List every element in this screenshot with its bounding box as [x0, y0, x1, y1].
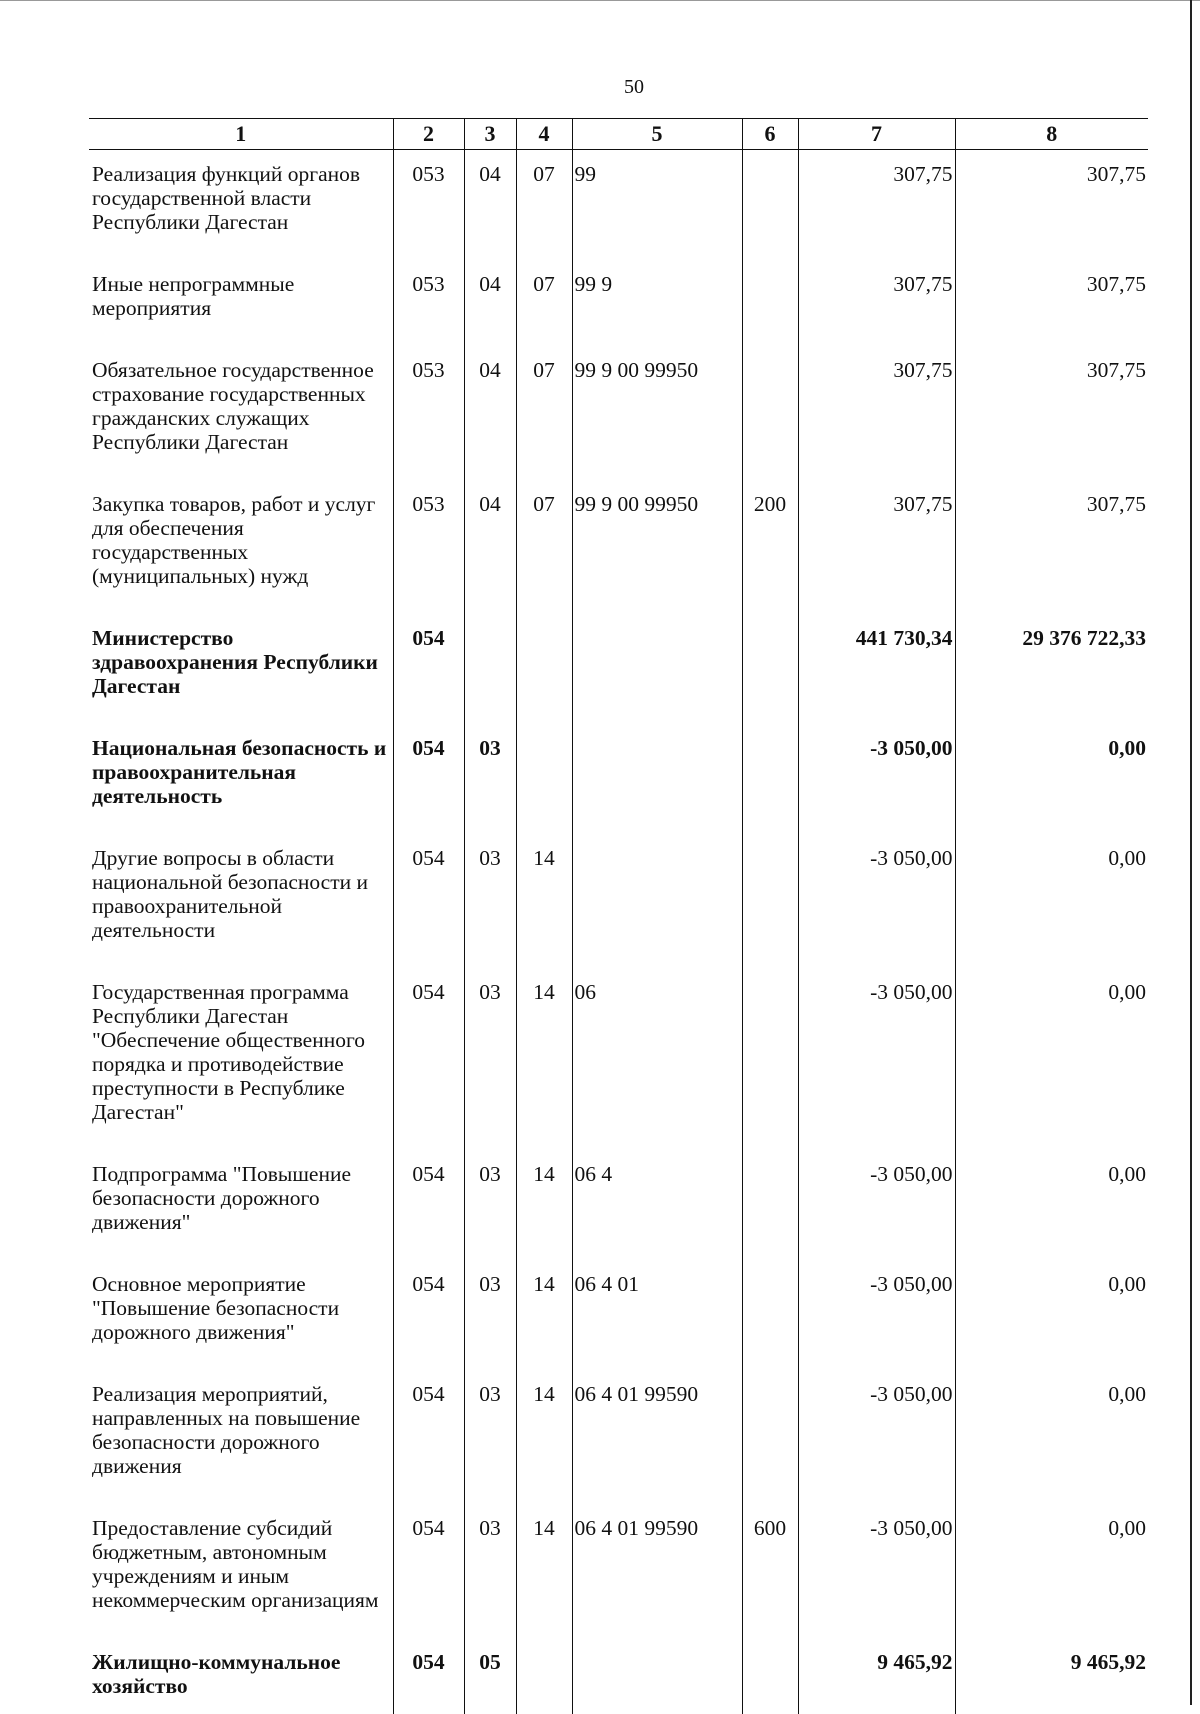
table-header-row — [89, 119, 1148, 150]
row-col-2: 054 — [393, 1504, 464, 1638]
row-col-5: 06 4 01 — [572, 1260, 742, 1370]
table-row — [89, 1260, 1148, 1370]
row-col-2: 054 — [393, 724, 464, 834]
row-col-7: -3 050,00 — [798, 1504, 955, 1638]
row-col-3 — [464, 614, 516, 724]
row-col-4: 07 — [516, 480, 572, 614]
row-col-4: 14 — [516, 1260, 572, 1370]
row-col-3: 03 — [464, 724, 516, 834]
row-col-8: 307,75 — [955, 346, 1148, 480]
header-col-8: 8 — [955, 119, 1148, 150]
header-col-1: 1 — [89, 119, 393, 150]
row-col-3: 04 — [464, 346, 516, 480]
row-col-8: 0,00 — [955, 1504, 1148, 1638]
row-col-7: -3 050,00 — [798, 1260, 955, 1370]
row-col-7: 9 465,92 — [798, 1638, 955, 1714]
table-row — [89, 260, 1148, 346]
row-col-5: 99 — [572, 150, 742, 261]
row-col-3: 03 — [464, 1260, 516, 1370]
row-col-3: 03 — [464, 1370, 516, 1504]
row-col-2: 053 — [393, 346, 464, 480]
row-col-6 — [742, 834, 798, 968]
row-col-4 — [516, 1638, 572, 1714]
row-col-7: 307,75 — [798, 480, 955, 614]
row-col-6 — [742, 1150, 798, 1260]
row-col-3: 04 — [464, 480, 516, 614]
row-col-7: -3 050,00 — [798, 1370, 955, 1504]
table-row — [89, 724, 1148, 834]
row-col-4: 07 — [516, 260, 572, 346]
row-col-3: 03 — [464, 834, 516, 968]
scan-right-edge — [1190, 0, 1192, 1705]
row-col-2: 053 — [393, 150, 464, 261]
row-col-3: 03 — [464, 1150, 516, 1260]
row-col-3: 03 — [464, 1504, 516, 1638]
row-col-6 — [742, 260, 798, 346]
row-col-5 — [572, 724, 742, 834]
row-col-4: 07 — [516, 150, 572, 261]
row-col-4: 07 — [516, 346, 572, 480]
row-col-2: 053 — [393, 260, 464, 346]
row-col-6 — [742, 724, 798, 834]
row-col-3: 05 — [464, 1638, 516, 1714]
row-col-6 — [742, 1370, 798, 1504]
row-col-6 — [742, 1260, 798, 1370]
row-col-7: 307,75 — [798, 150, 955, 261]
row-col-8: 0,00 — [955, 1260, 1148, 1370]
row-col-8: 307,75 — [955, 260, 1148, 346]
row-col-6 — [742, 150, 798, 261]
row-col-4: 14 — [516, 834, 572, 968]
row-col-8: 0,00 — [955, 834, 1148, 968]
row-name: Государственная программа Республики Дагестан "Обеспечение общественного порядка и противодействие преступности в Республике Дагестан" — [92, 980, 366, 1124]
row-col-5: 06 4 — [572, 1150, 742, 1260]
row-name: Реализация функций органов государственной власти Республики Дагестан — [92, 162, 361, 234]
row-col-5: 99 9 00 99950 — [572, 480, 742, 614]
row-col-6 — [742, 614, 798, 724]
row-col-5: 06 4 01 99590 — [572, 1370, 742, 1504]
table-row — [89, 1370, 1148, 1504]
row-name: Другие вопросы в области национальной безопасности и правоохранительной деятельности — [92, 846, 369, 942]
row-col-8: 307,75 — [955, 150, 1148, 261]
row-name: Основное мероприятие "Повышение безопасности дорожного движения" — [92, 1272, 340, 1344]
row-name: Жилищно-коммунальное хозяйство — [92, 1650, 341, 1698]
row-col-5: 06 — [572, 968, 742, 1150]
header-col-3: 3 — [464, 119, 516, 150]
row-col-6 — [742, 968, 798, 1150]
row-col-7: -3 050,00 — [798, 834, 955, 968]
row-col-8: 0,00 — [955, 968, 1148, 1150]
row-col-7: -3 050,00 — [798, 968, 955, 1150]
row-name: Закупка товаров, работ и услуг для обеспечения государственных (муниципальных) нужд — [92, 492, 376, 588]
page-number: 50 — [624, 76, 644, 98]
row-col-8: 307,75 — [955, 480, 1148, 614]
row-col-5: 99 9 — [572, 260, 742, 346]
row-col-7: -3 050,00 — [798, 1150, 955, 1260]
row-col-2: 054 — [393, 1638, 464, 1714]
table-row — [89, 1150, 1148, 1260]
row-col-4: 14 — [516, 968, 572, 1150]
row-col-6 — [742, 1638, 798, 1714]
row-col-5: 99 9 00 99950 — [572, 346, 742, 480]
row-col-8: 29 376 722,33 — [955, 614, 1148, 724]
row-col-4: 14 — [516, 1150, 572, 1260]
row-col-7: 441 730,34 — [798, 614, 955, 724]
row-name: Министерство здравоохранения Республики Дагестан — [92, 626, 378, 698]
header-col-5: 5 — [572, 119, 742, 150]
row-col-4 — [516, 724, 572, 834]
row-name: Предоставление субсидий бюджетным, автономным учреждениям и иным некоммерческим организациям — [92, 1516, 379, 1612]
header-col-4: 4 — [516, 119, 572, 150]
table-row — [89, 968, 1148, 1150]
row-name: Иные непрограммные мероприятия — [92, 272, 295, 320]
budget-table — [89, 118, 1148, 1714]
row-col-3: 03 — [464, 968, 516, 1150]
row-col-2: 054 — [393, 968, 464, 1150]
row-col-5: 06 4 01 99590 — [572, 1504, 742, 1638]
header-col-7: 7 — [798, 119, 955, 150]
row-col-8: 0,00 — [955, 724, 1148, 834]
row-name: Подпрограмма "Повышение безопасности дорожного движения" — [92, 1162, 351, 1234]
row-col-6: 600 — [742, 1504, 798, 1638]
row-col-5 — [572, 834, 742, 968]
header-col-2: 2 — [393, 119, 464, 150]
row-col-2: 054 — [393, 1150, 464, 1260]
row-col-2: 053 — [393, 480, 464, 614]
row-name: Обязательное государственное страхование государственных гражданских служащих Республики Дагестан — [92, 358, 374, 454]
row-col-4: 14 — [516, 1370, 572, 1504]
row-col-4 — [516, 614, 572, 724]
row-col-2: 054 — [393, 1260, 464, 1370]
table-row — [89, 480, 1148, 614]
row-col-5 — [572, 614, 742, 724]
table-row — [89, 346, 1148, 480]
scan-top-edge — [0, 0, 1200, 1]
row-name: Реализация мероприятий, направленных на повышение безопасности дорожного движения — [92, 1382, 361, 1478]
header-col-6: 6 — [742, 119, 798, 150]
row-col-2: 054 — [393, 834, 464, 968]
table-row — [89, 614, 1148, 724]
row-col-7: 307,75 — [798, 260, 955, 346]
row-col-8: 0,00 — [955, 1150, 1148, 1260]
row-col-2: 054 — [393, 1370, 464, 1504]
row-col-8: 9 465,92 — [955, 1638, 1148, 1714]
row-col-4: 14 — [516, 1504, 572, 1638]
row-col-8: 0,00 — [955, 1370, 1148, 1504]
row-col-3: 04 — [464, 260, 516, 346]
row-col-7: -3 050,00 — [798, 724, 955, 834]
row-col-7: 307,75 — [798, 346, 955, 480]
row-name: Национальная безопасность и правоохранительная деятельность — [92, 736, 387, 808]
table-row — [89, 1638, 1148, 1714]
table-row — [89, 1504, 1148, 1638]
row-col-3: 04 — [464, 150, 516, 261]
table-row — [89, 150, 1148, 261]
row-col-6: 200 — [742, 480, 798, 614]
row-col-2: 054 — [393, 614, 464, 724]
table-row — [89, 834, 1148, 968]
row-col-6 — [742, 346, 798, 480]
row-col-5 — [572, 1638, 742, 1714]
